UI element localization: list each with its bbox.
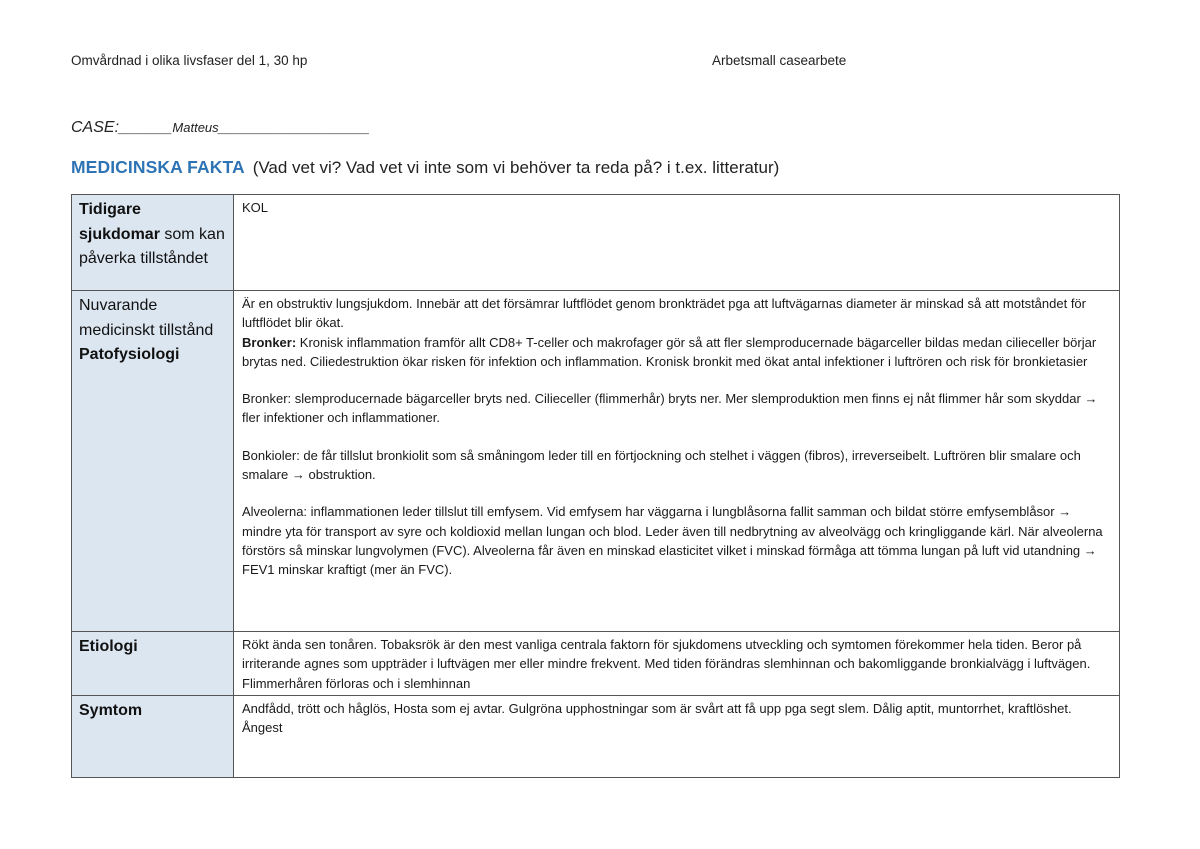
paragraph [242, 333, 1111, 372]
paragraph-text: Bronker: slemproducernade bägarceller bryts ned. Cilieceller (flimmerhår) bryts ner. Mer slemproduktion men finns ej nåt flimmer hår som skyddar [242, 391, 1085, 407]
table-row [72, 291, 1120, 632]
paragraph [242, 446, 1111, 485]
paragraph: Rökt ända sen tonåren. Tobaksrök är den mest vanliga centrala faktorn för sjukdomens utveckling och symtomen förekommer hela tiden. Beror på irriterande agnes som uppträder i luftvägen mer eller mindre frekvent. Med tiden förändras slemhinnan och bakomliggande bronkialvägg i luftvägen. Flimmerhåren förloras och i slemhinnan [242, 637, 1091, 691]
arrow-right-icon: → [291, 467, 305, 483]
table-row [72, 195, 1120, 291]
content-text: KOL [242, 200, 269, 215]
case-line [71, 119, 370, 137]
table-row [72, 696, 1120, 778]
paragraph [242, 502, 1111, 579]
row-label-previous-diseases [72, 195, 234, 291]
paragraph-text: fler infektioner och inflammationer. [242, 410, 440, 426]
arrow-right-icon: → [1058, 504, 1072, 520]
case-prefix: CASE: [71, 119, 120, 136]
case-name: Matteus [172, 120, 219, 135]
row-content-pathophysiology [234, 291, 1120, 632]
paragraph-text: Alveolerna: inflammationen leder tillslut till emfysem. Vid emfysem har väggarna i lungblåsorna fallit samman och bildat större emfysemblåsor [242, 504, 1059, 520]
header-template-title: Arbetsmall casearbete [712, 53, 847, 68]
case-underline-right: _________________ [218, 119, 370, 136]
paragraph [242, 389, 1111, 428]
label-bold: Tidigare sjukdomar [79, 201, 160, 243]
arrow-right-icon: → [1083, 542, 1097, 558]
paragraph: Är en obstruktiv lungsjukdom. Innebär att det försämrar luftflödet genom bronkträdet pga att luftvägarnas diameter är minskad så att motståndet för luftflödet blir ökat. [242, 296, 1086, 331]
paragraph-spacer [242, 428, 1111, 446]
table-row [72, 632, 1120, 696]
row-content-symptoms [234, 696, 1120, 778]
label-bold: Etiologi [79, 638, 138, 655]
section-heading [71, 157, 779, 178]
section-subtitle: (Vad vet vi? Vad vet vi inte som vi behöver ta reda på? i t.ex. litteratur) [252, 158, 780, 177]
row-content-previous-diseases [234, 195, 1120, 291]
paragraph-text: Kronisk inflammation framför allt CD8+ T-celler och makrofager gör så att fler slemproducernade bägarceller bildas medan cilieceller börjar brytas ned. Ciliedestruktion ökar risken för infektion och inflammation. Kronisk bronkit med ökat antal infektioner i luftrören och risk för bronkietasier [242, 334, 1097, 369]
label-bold: Patofysiologi [79, 346, 180, 363]
section-title: MEDICINSKA FAKTA [71, 157, 245, 177]
row-label-current-condition [72, 291, 234, 632]
paragraph-text: FEV1 minskar kraftigt (mer än FVC). [242, 562, 453, 578]
row-label-symptoms [72, 696, 234, 778]
medical-facts-table [71, 194, 1120, 778]
label-text: som kan påverka tillståndet [79, 225, 225, 267]
row-label-etiology [72, 632, 234, 696]
arrow-right-icon: → [1084, 391, 1098, 407]
label-text: Nuvarande medicinskt tillstånd [79, 297, 214, 339]
label-bold: Symtom [79, 702, 143, 719]
paragraph-lead: Bronker: [242, 334, 297, 350]
paragraph-spacer [242, 484, 1111, 502]
paragraph-text: Bonkioler: de får tillslut bronkiolit som så småningom leder till en förtjockning och stelhet i väggen (fibros), irreverseibelt. Luftrören blir smalare och smalare [242, 447, 1081, 483]
row-content-etiology [234, 632, 1120, 696]
paragraph-text: mindre yta för transport av syre och koldioxid mellan lungan och blod. Leder även till nedbrytning av alveolvägg och kringliggande kärl. När alveolerna förstörs så minskar lungvolymen (FVC). Alveolerna får även en minskad elasticitet vilket i minskad förmåga att tömma lungan på luft vid utandning [242, 523, 1103, 558]
paragraph-text: obstruktion. [304, 467, 376, 483]
paragraph-spacer [242, 371, 1111, 389]
paragraph: Andfådd, trött och håglös, Hosta som ej avtar. Gulgröna upphostningar som är svårt att få upp pga segt slem. Dålig aptit, muntorrhet, kraftlöshet. Ångest [242, 701, 1072, 736]
header-course-title: Omvårdnad i olika livsfaser del 1, 30 hp [71, 53, 308, 68]
case-underline-left: ______ [119, 119, 173, 136]
